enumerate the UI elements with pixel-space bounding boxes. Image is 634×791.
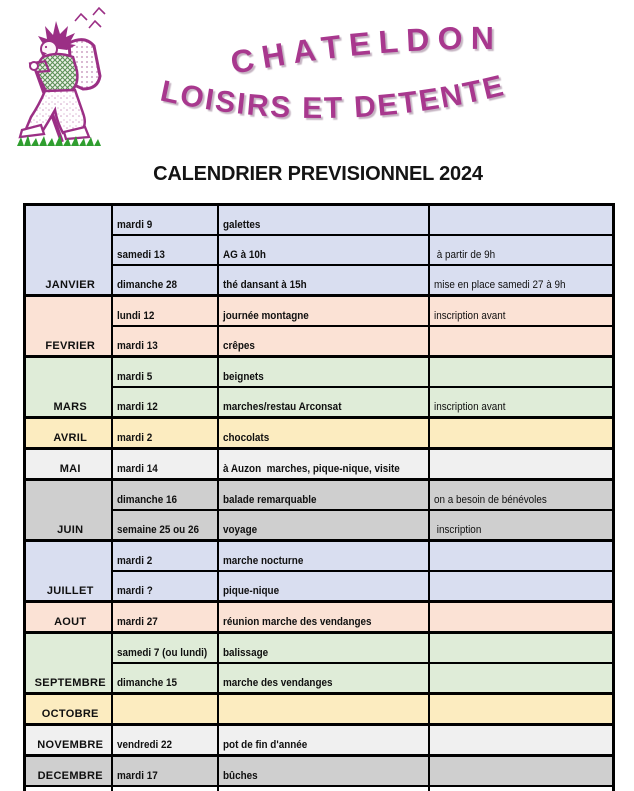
date-text: mardi 14 xyxy=(117,463,158,475)
month-cell-fevrier xyxy=(25,296,112,357)
month-cell-septembre xyxy=(25,633,112,694)
event-cell xyxy=(218,756,429,787)
month-label: JANVIER xyxy=(45,279,95,291)
event-cell xyxy=(218,571,429,602)
note-cell xyxy=(429,510,614,541)
calendar-row xyxy=(25,602,614,633)
month-label: AVRIL xyxy=(53,432,87,444)
event-cell xyxy=(218,326,429,357)
date-cell xyxy=(112,663,218,694)
month-cell-decembre xyxy=(25,756,112,787)
date-text: samedi 7 (ou lundi) xyxy=(117,647,207,659)
calendar-row xyxy=(25,296,614,327)
note-cell xyxy=(429,418,614,449)
date-text: dimanche 15 xyxy=(117,677,177,689)
event-cell xyxy=(218,449,429,480)
birds-icon xyxy=(75,8,105,28)
brand-line2: LOISIRS ET DETENTE xyxy=(158,69,509,125)
event-cell xyxy=(218,205,429,236)
date-cell xyxy=(112,725,218,756)
event-text: balade remarquable xyxy=(223,494,317,506)
calendar-row xyxy=(25,418,614,449)
month-cell-mai xyxy=(25,449,112,480)
date-text: mardi 13 xyxy=(117,340,158,352)
date-text: semaine 25 ou 26 xyxy=(117,524,199,536)
event-text: bûches xyxy=(223,770,258,782)
date-cell xyxy=(112,205,218,236)
event-text: AG à 10h xyxy=(223,249,266,261)
event-text: chocolats xyxy=(223,432,269,444)
note-cell xyxy=(429,449,614,480)
date-text: mardi 17 xyxy=(117,770,158,782)
date-text: mardi 2 xyxy=(117,432,152,444)
event-text: réunion marche des vendanges xyxy=(223,616,372,628)
note-cell xyxy=(429,663,614,694)
calendar-row xyxy=(25,357,614,388)
event-text: marche nocturne xyxy=(223,555,303,567)
date-cell xyxy=(112,265,218,296)
date-cell xyxy=(112,296,218,327)
calendar-row xyxy=(25,571,614,602)
note-text: on a besoin de bénévoles xyxy=(434,494,547,506)
note-text: inscription avant xyxy=(434,401,506,413)
date-cell xyxy=(112,571,218,602)
calendar-body xyxy=(25,205,614,791)
event-text: beignets xyxy=(223,371,264,383)
calendar-row xyxy=(25,205,614,236)
note-text: inscription avant xyxy=(434,310,506,322)
month-label: MAI xyxy=(60,463,81,475)
event-text: marche des vendanges xyxy=(223,677,333,689)
note-cell xyxy=(429,571,614,602)
event-text: galettes xyxy=(223,219,260,231)
date-text: samedi 13 xyxy=(117,249,165,261)
event-text: crêpes xyxy=(223,340,255,352)
month-label: NOVEMBRE xyxy=(37,739,103,751)
calendar-row xyxy=(25,449,614,480)
event-cell xyxy=(218,633,429,664)
month-label: JUILLET xyxy=(47,585,94,597)
note-cell xyxy=(429,387,614,418)
calendar-row xyxy=(25,235,614,265)
event-text: balissage xyxy=(223,647,268,659)
note-cell xyxy=(429,725,614,756)
event-cell xyxy=(218,510,429,541)
sweater xyxy=(38,54,78,93)
date-text: mardi 9 xyxy=(117,219,152,231)
month-label: AOUT xyxy=(54,616,86,628)
calendar-row xyxy=(25,633,614,664)
event-text: pot de fin d'année xyxy=(223,739,307,751)
event-cell xyxy=(218,602,429,633)
date-cell xyxy=(112,357,218,388)
calendar-row xyxy=(25,756,614,787)
note-cell xyxy=(429,694,614,725)
month-cell-juillet xyxy=(25,541,112,602)
calendar-row xyxy=(25,387,614,418)
note-cell xyxy=(429,296,614,327)
month-label: OCTOBRE xyxy=(42,708,99,720)
month-cell-mars xyxy=(25,357,112,418)
note-cell xyxy=(429,756,614,787)
calendar-row xyxy=(25,480,614,511)
table-bottom-stub xyxy=(25,786,614,791)
calendar-row xyxy=(25,694,614,725)
month-label: FEVRIER xyxy=(45,340,95,352)
event-cell xyxy=(218,265,429,296)
stub-cell xyxy=(112,786,218,791)
date-cell xyxy=(112,602,218,633)
note-cell xyxy=(429,602,614,633)
date-text: lundi 12 xyxy=(117,310,154,322)
note-cell xyxy=(429,541,614,572)
month-label: JUIN xyxy=(57,524,83,536)
month-cell-octobre xyxy=(25,694,112,725)
date-text: mardi ? xyxy=(117,585,153,597)
brand-line1: CHATELDON xyxy=(228,20,502,81)
calendar-table xyxy=(23,203,615,791)
note-cell xyxy=(429,235,614,265)
month-label: DECEMBRE xyxy=(38,770,103,782)
calendar-row xyxy=(25,510,614,541)
event-text: voyage xyxy=(223,524,257,536)
event-text: pique-nique xyxy=(223,585,279,597)
date-text: mardi 2 xyxy=(117,555,152,567)
front-shoe xyxy=(20,125,44,137)
event-cell xyxy=(218,541,429,572)
date-text: dimanche 28 xyxy=(117,279,177,291)
date-cell xyxy=(112,387,218,418)
date-cell xyxy=(112,449,218,480)
event-cell xyxy=(218,725,429,756)
event-cell xyxy=(218,694,429,725)
calendar-row xyxy=(25,265,614,296)
calendar-row xyxy=(25,326,614,357)
date-text: mardi 27 xyxy=(117,616,158,628)
date-cell xyxy=(112,235,218,265)
month-cell-novembre xyxy=(25,725,112,756)
stub-cell xyxy=(218,786,429,791)
hiker-logo xyxy=(5,5,135,150)
date-cell xyxy=(112,633,218,664)
event-cell xyxy=(218,357,429,388)
brand-wordart xyxy=(135,8,575,138)
event-cell xyxy=(218,296,429,327)
month-label: SEPTEMBRE xyxy=(35,677,106,689)
page-title: CALENDRIER PREVISIONNEL 2024 xyxy=(23,163,613,186)
date-text: dimanche 16 xyxy=(117,494,177,506)
event-text: à Auzon marches, pique-nique, visite xyxy=(223,463,400,475)
hand xyxy=(30,62,38,70)
date-cell xyxy=(112,756,218,787)
month-cell-avril xyxy=(25,418,112,449)
event-cell xyxy=(218,480,429,511)
event-cell xyxy=(218,663,429,694)
date-cell xyxy=(112,694,218,725)
eye xyxy=(45,46,47,48)
date-cell xyxy=(112,541,218,572)
month-cell-janvier xyxy=(25,205,112,296)
note-cell xyxy=(429,205,614,236)
event-text: journée montagne xyxy=(223,310,309,322)
stub-cell xyxy=(429,786,614,791)
date-text: mardi 12 xyxy=(117,401,158,413)
note-cell xyxy=(429,357,614,388)
note-text: inscription xyxy=(434,524,481,536)
note-cell xyxy=(429,326,614,357)
date-cell xyxy=(112,326,218,357)
event-text: thé dansant à 15h xyxy=(223,279,307,291)
date-cell xyxy=(112,510,218,541)
month-cell-juin xyxy=(25,480,112,541)
calendar-row xyxy=(25,541,614,572)
event-cell xyxy=(218,418,429,449)
stub-cell xyxy=(25,786,112,791)
note-cell xyxy=(429,633,614,664)
date-text: mardi 5 xyxy=(117,371,152,383)
calendar-row xyxy=(25,663,614,694)
event-text: marches/restau Arconsat xyxy=(223,401,341,413)
note-text: à partir de 9h xyxy=(434,249,495,261)
month-cell-aout xyxy=(25,602,112,633)
month-label: MARS xyxy=(53,401,87,413)
date-cell xyxy=(112,418,218,449)
note-text: mise en place samedi 27 à 9h xyxy=(434,279,566,291)
note-cell xyxy=(429,480,614,511)
calendar-row xyxy=(25,725,614,756)
note-cell xyxy=(429,265,614,296)
event-cell xyxy=(218,387,429,418)
event-cell xyxy=(218,235,429,265)
date-text: vendredi 22 xyxy=(117,739,172,751)
date-cell xyxy=(112,480,218,511)
